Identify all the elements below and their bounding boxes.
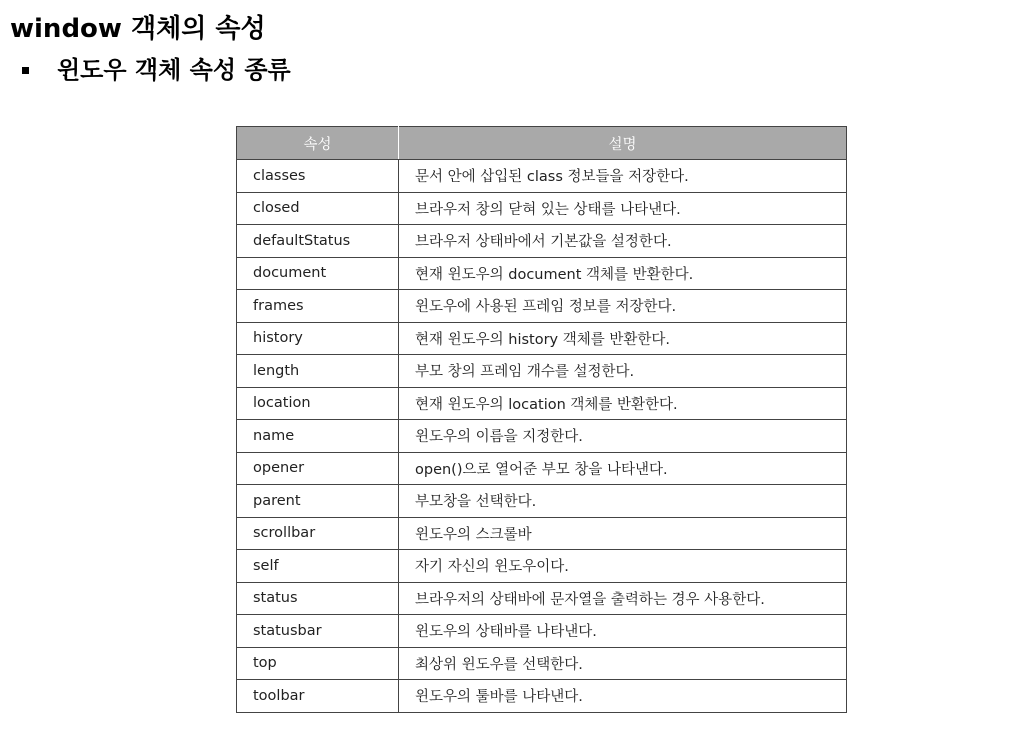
property-name: statusbar [237,615,399,648]
table-row [237,225,847,258]
property-description: open()으로 열어준 부모 창을 나타낸다. [399,452,847,485]
property-name: toolbar [237,680,399,713]
table-row [237,257,847,290]
property-name: self [237,550,399,583]
bullet-text: 윈도우 객체 속성 종류 [57,56,291,84]
table-row [237,452,847,485]
property-description: 문서 안에 삽입된 class 정보들을 저장한다. [399,160,847,193]
property-name: history [237,322,399,355]
property-name: document [237,257,399,290]
property-name: name [237,420,399,453]
property-description: 부모 창의 프레임 개수를 설정한다. [399,355,847,388]
properties-table [236,126,847,713]
property-name: top [237,647,399,680]
table-row [237,582,847,615]
table-row [237,615,847,648]
property-description: 윈도우의 툴바를 나타낸다. [399,680,847,713]
property-description: 현재 윈도우의 history 객체를 반환한다. [399,322,847,355]
header-description: 설명 [399,127,847,160]
table-row [237,550,847,583]
property-name: parent [237,485,399,518]
square-bullet-icon [22,67,29,74]
property-description: 현재 윈도우의 location 객체를 반환한다. [399,387,847,420]
table-row [237,517,847,550]
table-row [237,160,847,193]
property-description: 브라우저의 상태바에 문자열을 출력하는 경우 사용한다. [399,582,847,615]
property-name: status [237,582,399,615]
header-property: 속성 [237,127,399,160]
property-description: 윈도우의 상태바를 나타낸다. [399,615,847,648]
property-description: 윈도우의 스크롤바 [399,517,847,550]
table-row [237,387,847,420]
property-description: 윈도우에 사용된 프레임 정보를 저장한다. [399,290,847,323]
table-row [237,192,847,225]
property-name: frames [237,290,399,323]
table-row [237,485,847,518]
property-name: scrollbar [237,517,399,550]
property-description: 자기 자신의 윈도우이다. [399,550,847,583]
property-description: 윈도우의 이름을 지정한다. [399,420,847,453]
property-description: 브라우저 상태바에서 기본값을 설정한다. [399,225,847,258]
table-row [237,290,847,323]
property-name: length [237,355,399,388]
property-name: closed [237,192,399,225]
table-header-row [237,127,847,160]
property-name: defaultStatus [237,225,399,258]
table-row [237,322,847,355]
property-name: classes [237,160,399,193]
property-name: opener [237,452,399,485]
page-title: window 객체의 속성 [10,14,266,44]
table-row [237,355,847,388]
property-name: location [237,387,399,420]
table-row [237,680,847,713]
property-description: 최상위 윈도우를 선택한다. [399,647,847,680]
property-description: 부모창을 선택한다. [399,485,847,518]
table-row [237,647,847,680]
bullet-item [22,56,291,85]
property-description: 브라우저 창의 닫혀 있는 상태를 나타낸다. [399,192,847,225]
table-row [237,420,847,453]
property-description: 현재 윈도우의 document 객체를 반환한다. [399,257,847,290]
